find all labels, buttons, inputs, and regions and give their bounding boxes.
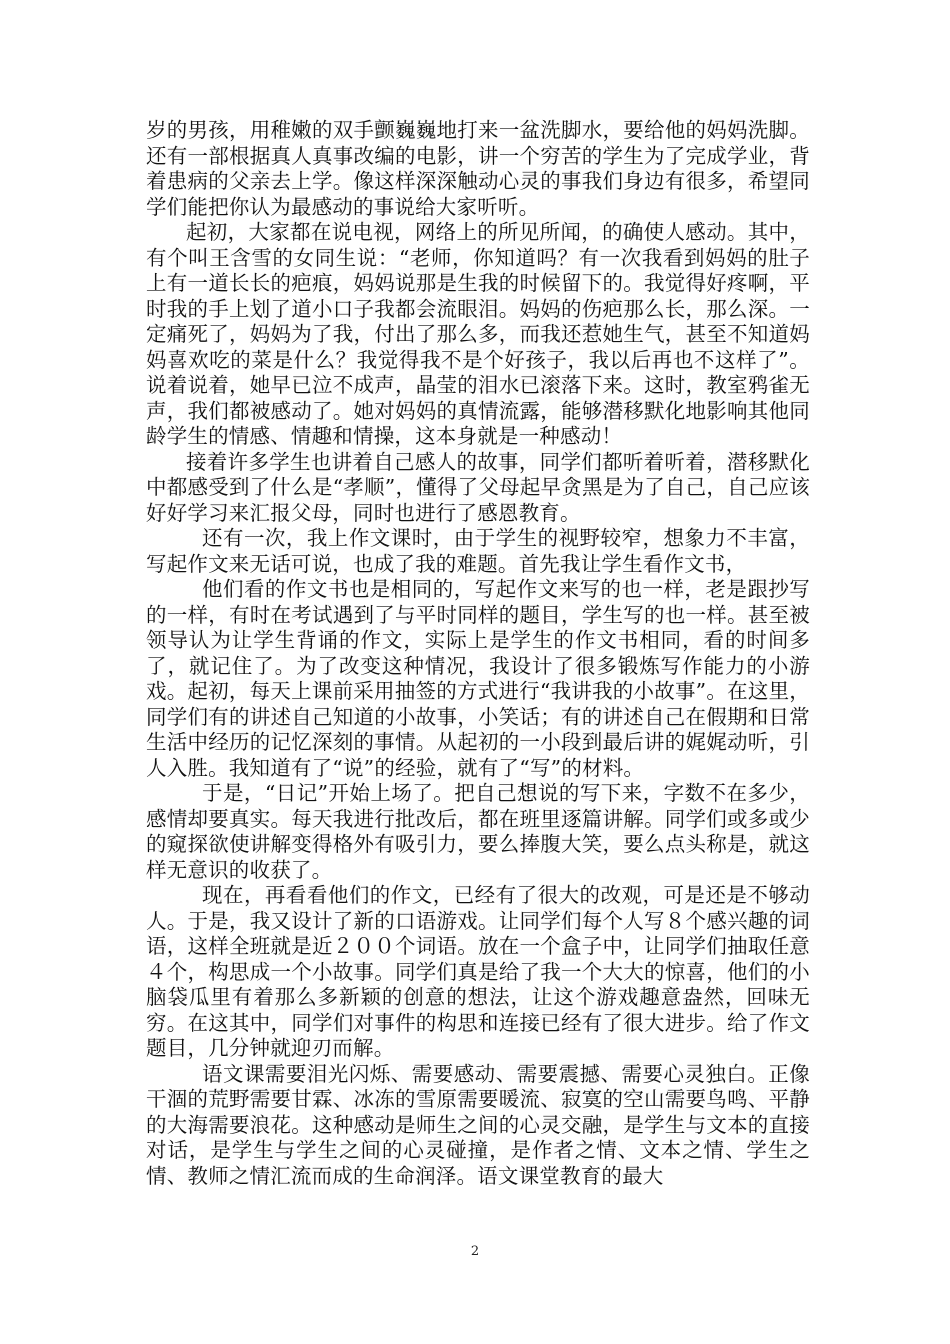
body-text <box>146 118 810 1189</box>
paragraph-8: 语文课需要泪光闪烁、需要感动、需要震撼、需要心灵独白。正像干涸的荒野需要甘霖、冰冻的雪原需要暖流、寂寞的空山需要鸟鸣、平静的大海需要浪花。这种感动是师生之间的心灵交融，是学生与文本的直接对话，是学生与学生之间的心灵碰撞，是作者之情、文本之情、学生之情、教师之情汇流而成的生命润泽。语文课堂教育的最大 <box>146 1061 810 1188</box>
paragraph-1: 岁的男孩，用稚嫩的双手颤巍巍地打来一盆洗脚水，要给他的妈妈洗脚。还有一部根据真人真事改编的电影，讲一个穷苦的学生为了完成学业，背着患病的父亲去上学。像这样深深触动心灵的事我们身边有很多，希望同学们能把你认为最感动的事说给大家听听。 <box>146 118 810 219</box>
paragraph-6: 于是，“日记”开始上场了。把自己想说的写下来，字数不在多少，感情却要真实。每天我进行批改后，都在班里逐篇讲解。同学们或多或少的窥探欲使讲解变得格外有吸引力，要么捧腹大笑，要么点头称是，就这样无意识的收获了。 <box>146 781 810 882</box>
paragraph-4: 还有一次，我上作文课时，由于学生的视野较窄，想象力不丰富，写起作文来无话可说，也成了我的难题。首先我让学生看作文书， <box>146 526 810 576</box>
paragraph-5: 他们看的作文书也是相同的，写起作文来写的也一样，老是跟抄写的一样，有时在考试遇到了与平时同样的题目，学生写的也一样。甚至被领导认为让学生背诵的作文，实际上是学生的作文书相同，看的时间多了，就记住了。为了改变这种情况，我设计了很多锻炼写作能力的小游戏。起初，每天上课前采用抽签的方式进行“我讲我的小故事”。在这里，同学们有的讲述自己知道的小故事，小笑话；有的讲述自己在假期和日常生活中经历的记忆深刻的事情。从起初的一小段到最后讲的娓娓动听，引人入胜。我知道有了“说”的经验，就有了“写”的材料。 <box>146 577 810 780</box>
paragraph-2: 起初，大家都在说电视，网络上的所见所闻，的确使人感动。其中，有个叫王含雪的女同生说：“老师，你知道吗？有一次我看到妈妈的肚子上有一道长长的疤痕，妈妈说那是生我的时候留下的。我觉得好疼啊，平时我的手上划了道小口子我都会流眼泪。妈妈的伤疤那么长，那么深。一定痛死了，妈妈为了我，付出了那么多，而我还惹她生气，甚至不知道妈妈喜欢吃的菜是什么？我觉得我不是个好孩子，我以后再也不这样了”。说着说着，她早已泣不成声，晶莹的泪水已滚落下来。这时，教室鸦雀无声，我们都被感动了。她对妈妈的真情流露，能够潜移默化地影响其他同龄学生的情感、情趣和情操，这本身就是一种感动！ <box>146 220 810 448</box>
paragraph-3: 接着许多学生也讲着自己感人的故事，同学们都听着听着，潜移默化中都感受到了什么是“孝顺”，懂得了父母起早贪黑是为了自己，自己应该好好学习来汇报父母，同时也进行了感恩教育。 <box>146 449 810 525</box>
paragraph-7: 现在，再看看他们的作文，已经有了很大的改观，可是还是不够动人。于是，我又设计了新的口语游戏。让同学们每个人写８个感兴趣的词语，这样全班就是近２００个词语。放在一个盒子中，让同学们抽取任意４个，构思成一个小故事。同学们真是给了我一个大大的惊喜，他们的小脑袋瓜里有着那么多新颖的创意的想法，让这个游戏趣意盎然，回味无穷。在这其中，同学们对事件的构思和连接已经有了很大进步。给了作文题目，几分钟就迎刃而解。 <box>146 883 810 1060</box>
page-number: 2 <box>470 1244 480 1259</box>
